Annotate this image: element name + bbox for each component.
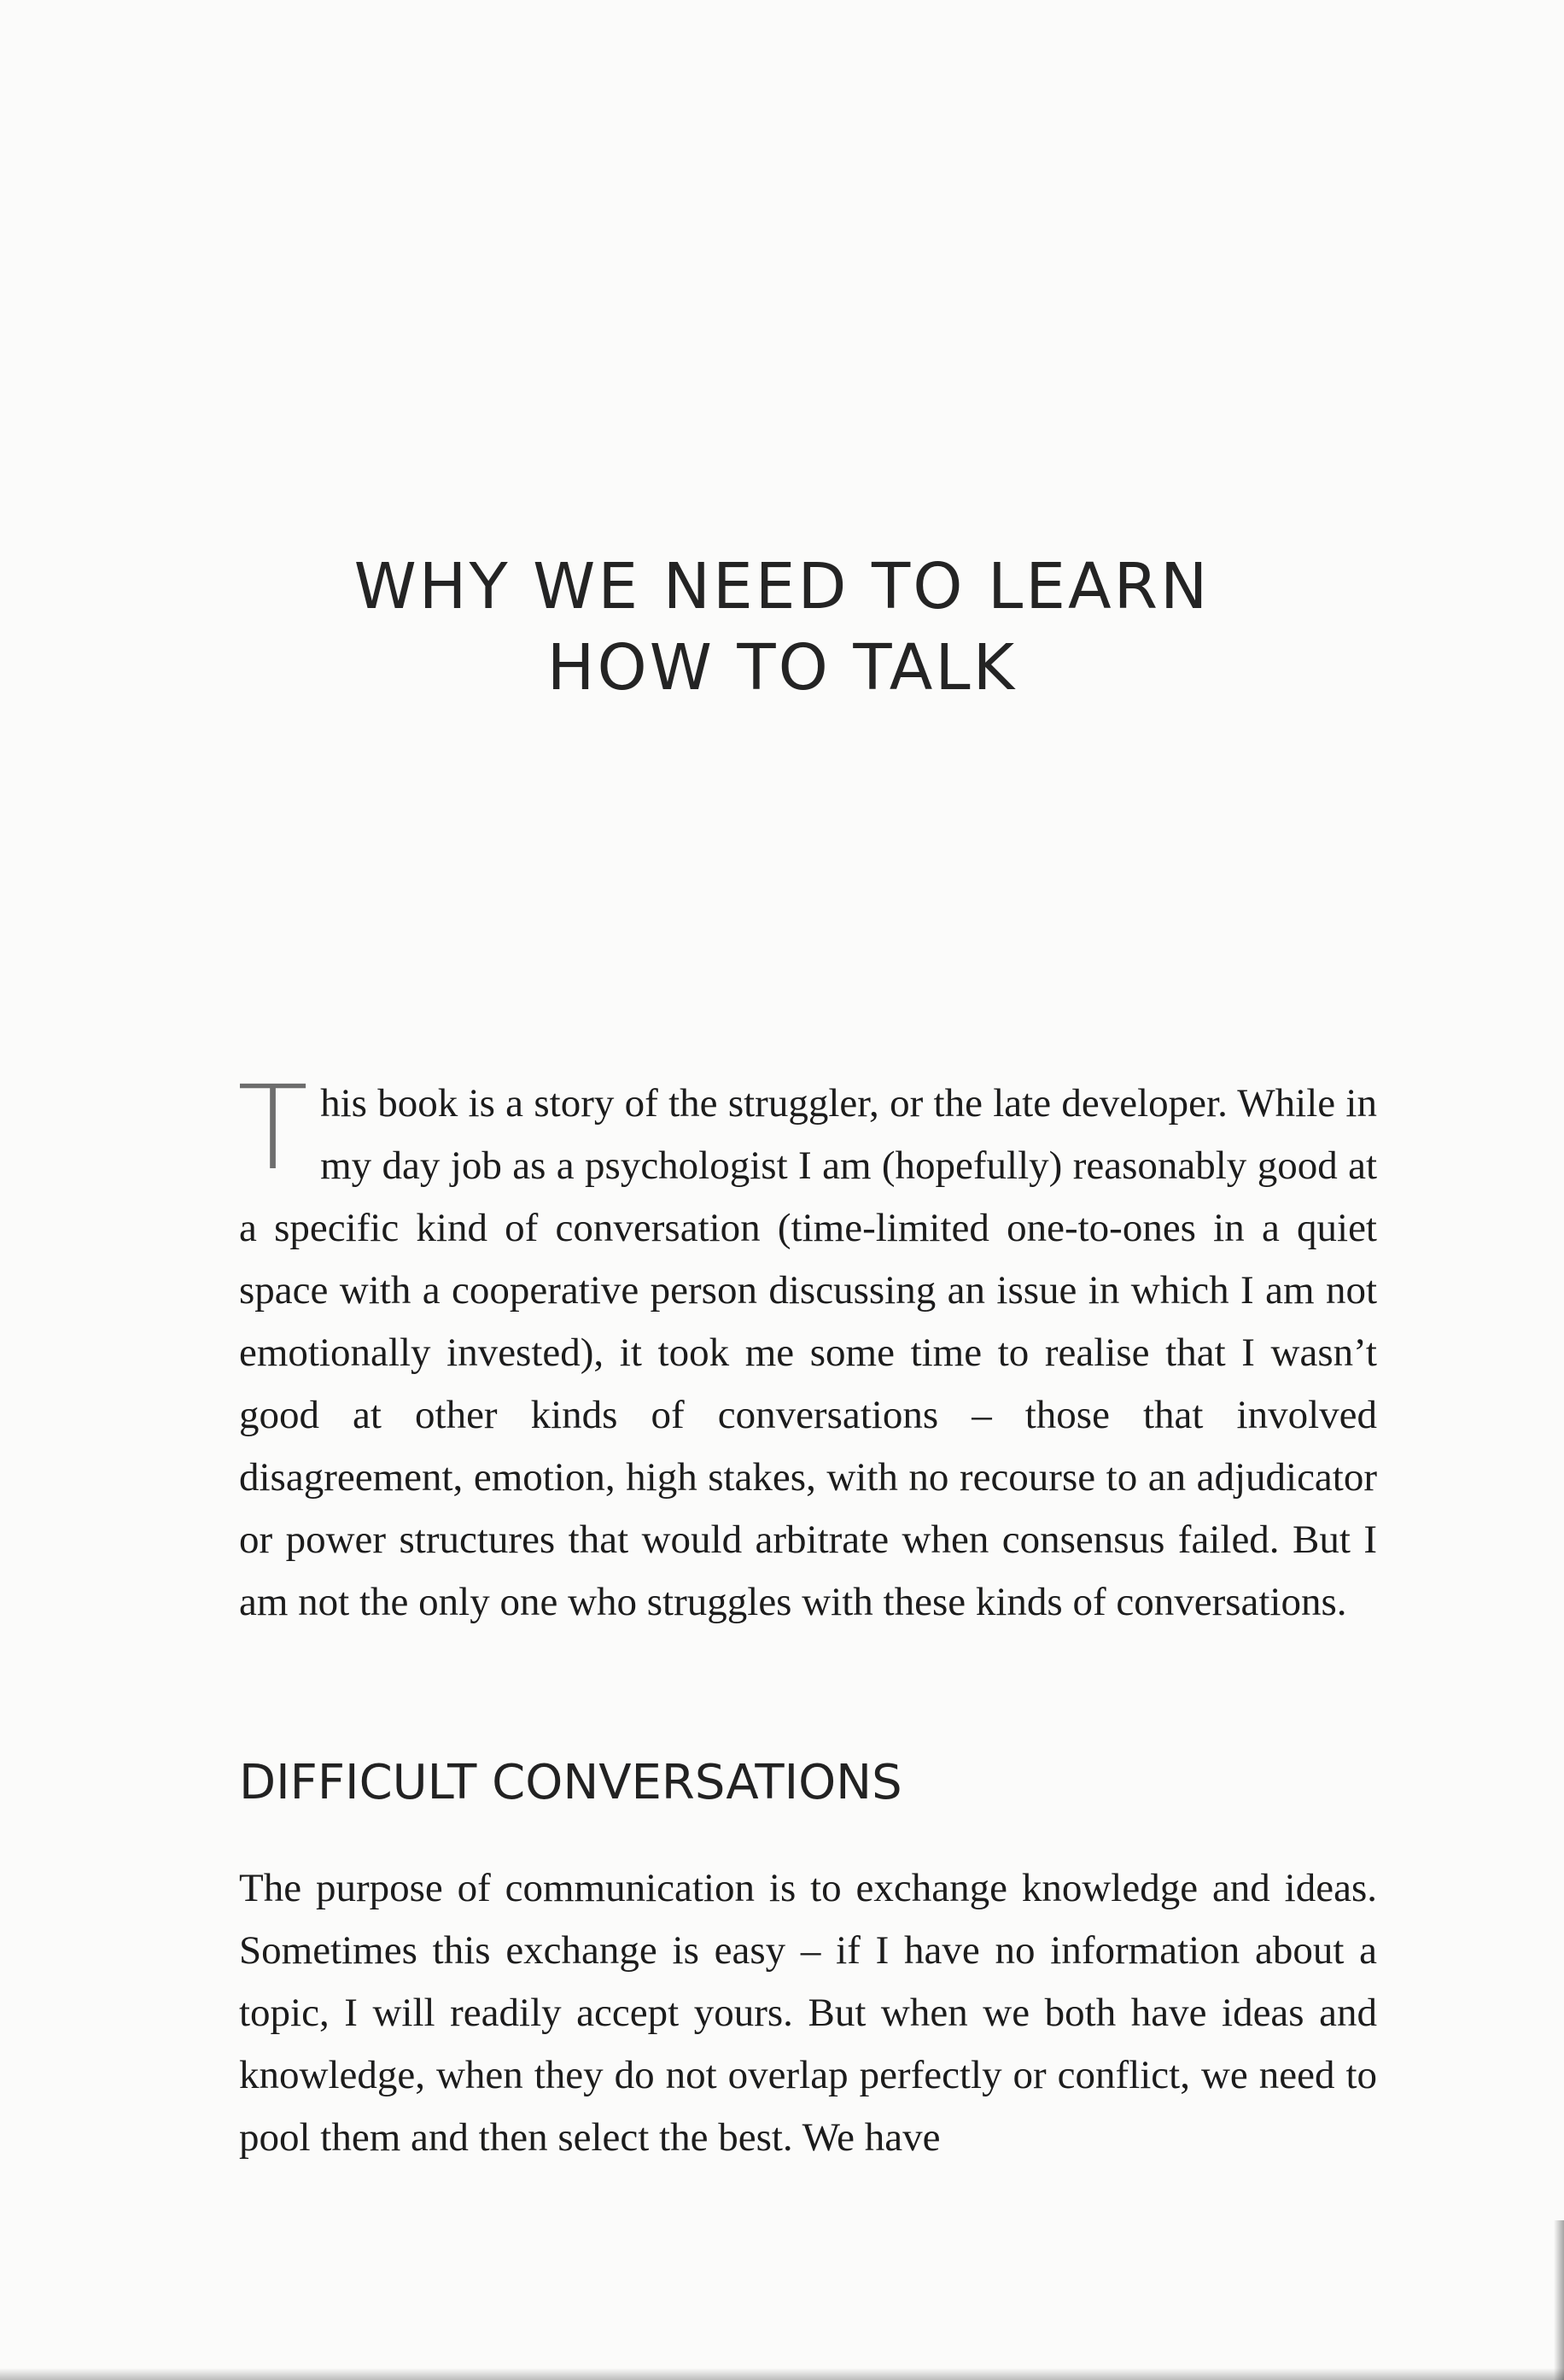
chapter-title-line-2: HOW TO TALK [546, 631, 1018, 705]
section-heading: DIFFICULT CONVERSATIONS [239, 1755, 902, 1810]
intro-paragraph [237, 1061, 1377, 1634]
chapter-title-line-1: WHY WE NEED TO LEARN [353, 550, 1211, 623]
intro-paragraph-text: his book is a story of the struggler, or the late developer. While in my day job as a psychologist I am (hopefully) reasonably good at a specific kind of conversation (time-limited one-to-ones in a quiet space with a cooperative person discussing an issue in which I am not emotionally invested), it took me some time to realise that I wasn’t good at other kinds of conversations – those that involved disagreement, emotion, high stakes, with no recourse to an adjudicator or power structures that would arbitrate when consensus failed. But I am not the only one who struggles with these kinds of conversations. [239, 1081, 1377, 1624]
scan-shadow-bottom [0, 2368, 1564, 2380]
chapter-title [0, 547, 1564, 709]
scan-shadow-right [1554, 2220, 1564, 2380]
drop-cap: T [237, 1061, 309, 1196]
section-paragraph: The purpose of communication is to exchange knowledge and ideas. Sometimes this exchange is easy – if I have no information about a topic, I will readily accept yours. But when we both have ideas and knowledge, when they do not overlap perfectly or conflict, we need to pool them and then select the best. We have [239, 1866, 1377, 2160]
